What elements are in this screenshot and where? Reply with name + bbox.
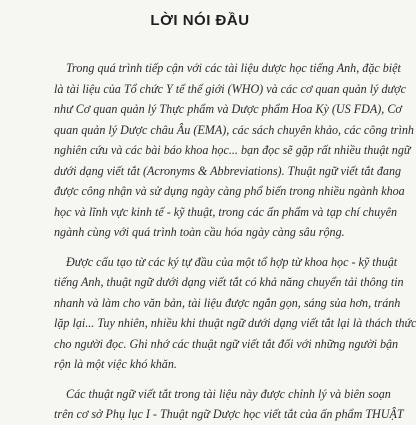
paragraph-3 <box>54 384 404 425</box>
text-line: được công nhận và sử dụng ngày càng phổ biến trong nhiều ngành khoa <box>54 184 405 198</box>
text-line: quan quản lý Dược châu Âu (EMA), các sách chuyên khảo, các công trình <box>54 122 414 137</box>
text-line: cho người đọc. Ghi nhớ các thuật ngữ viết tắt đối với những người bận <box>54 336 399 351</box>
text-line: ngành cùng với quá trình toàn cầu hóa ngày càng sâu rộng. <box>54 225 345 239</box>
text-line: nghiên cứu và các bài báo khoa học... bạn đọc sẽ gặp rất nhiều thuật ngữ <box>54 143 411 157</box>
text-line: Được cấu tạo từ các ký tự đầu của một tổ hợp từ khoa học - kỹ thuật <box>66 254 398 269</box>
text-line: lặp lại... Tuy nhiên, nhiều khi thuật ngữ dưới dạng viết tắt lại là thách thức <box>54 316 416 330</box>
text-line: dưới dạng viết tắt (Acronyms & Abbreviations). Thuật ngữ viết tắt đang <box>54 163 402 178</box>
text-line: như Cơ quan quản lý Thực phẩm và Dược phẩm Hoa Kỳ (US FDA), Cơ <box>54 102 402 116</box>
text-line: nhanh và làm cho văn bản, tài liệu được ngắn gọn, sáng sủa hơn, tránh <box>54 295 401 310</box>
page-heading: LỜI NÓI ĐẦU <box>150 12 250 29</box>
paragraph-gap <box>54 243 378 252</box>
text-line: Các thuật ngữ viết tắt trong tài liệu này được chỉnh lý và biên soạn <box>66 386 391 401</box>
text-line: Trong quá trình tiếp cận với các tài liệu dược học tiếng Anh, đặc biệt <box>66 61 401 75</box>
paragraph-gap <box>54 375 378 384</box>
preface-body <box>54 58 416 425</box>
text-line: học và lĩnh vực kinh tế - kỹ thuật, trong các ấn phẩm và tạp chí chuyên <box>54 204 397 219</box>
text-line: tiếng Anh, thuật ngữ dưới dạng viết tắt có khả năng chuyển tải thông tin <box>54 275 404 289</box>
paragraph-2 <box>54 252 416 375</box>
text-line: rộn là một việc khó khăn. <box>54 357 177 371</box>
text-line: là tài liệu của Tổ chức Y tế thế giới (WHO) và các cơ quan quản lý dược <box>54 81 406 96</box>
paragraph-1 <box>54 58 414 243</box>
text-line: trên cơ sở Phụ lục I - Thuật ngữ Dược học viết tắt của ấn phẩm THUẬT <box>54 407 404 421</box>
